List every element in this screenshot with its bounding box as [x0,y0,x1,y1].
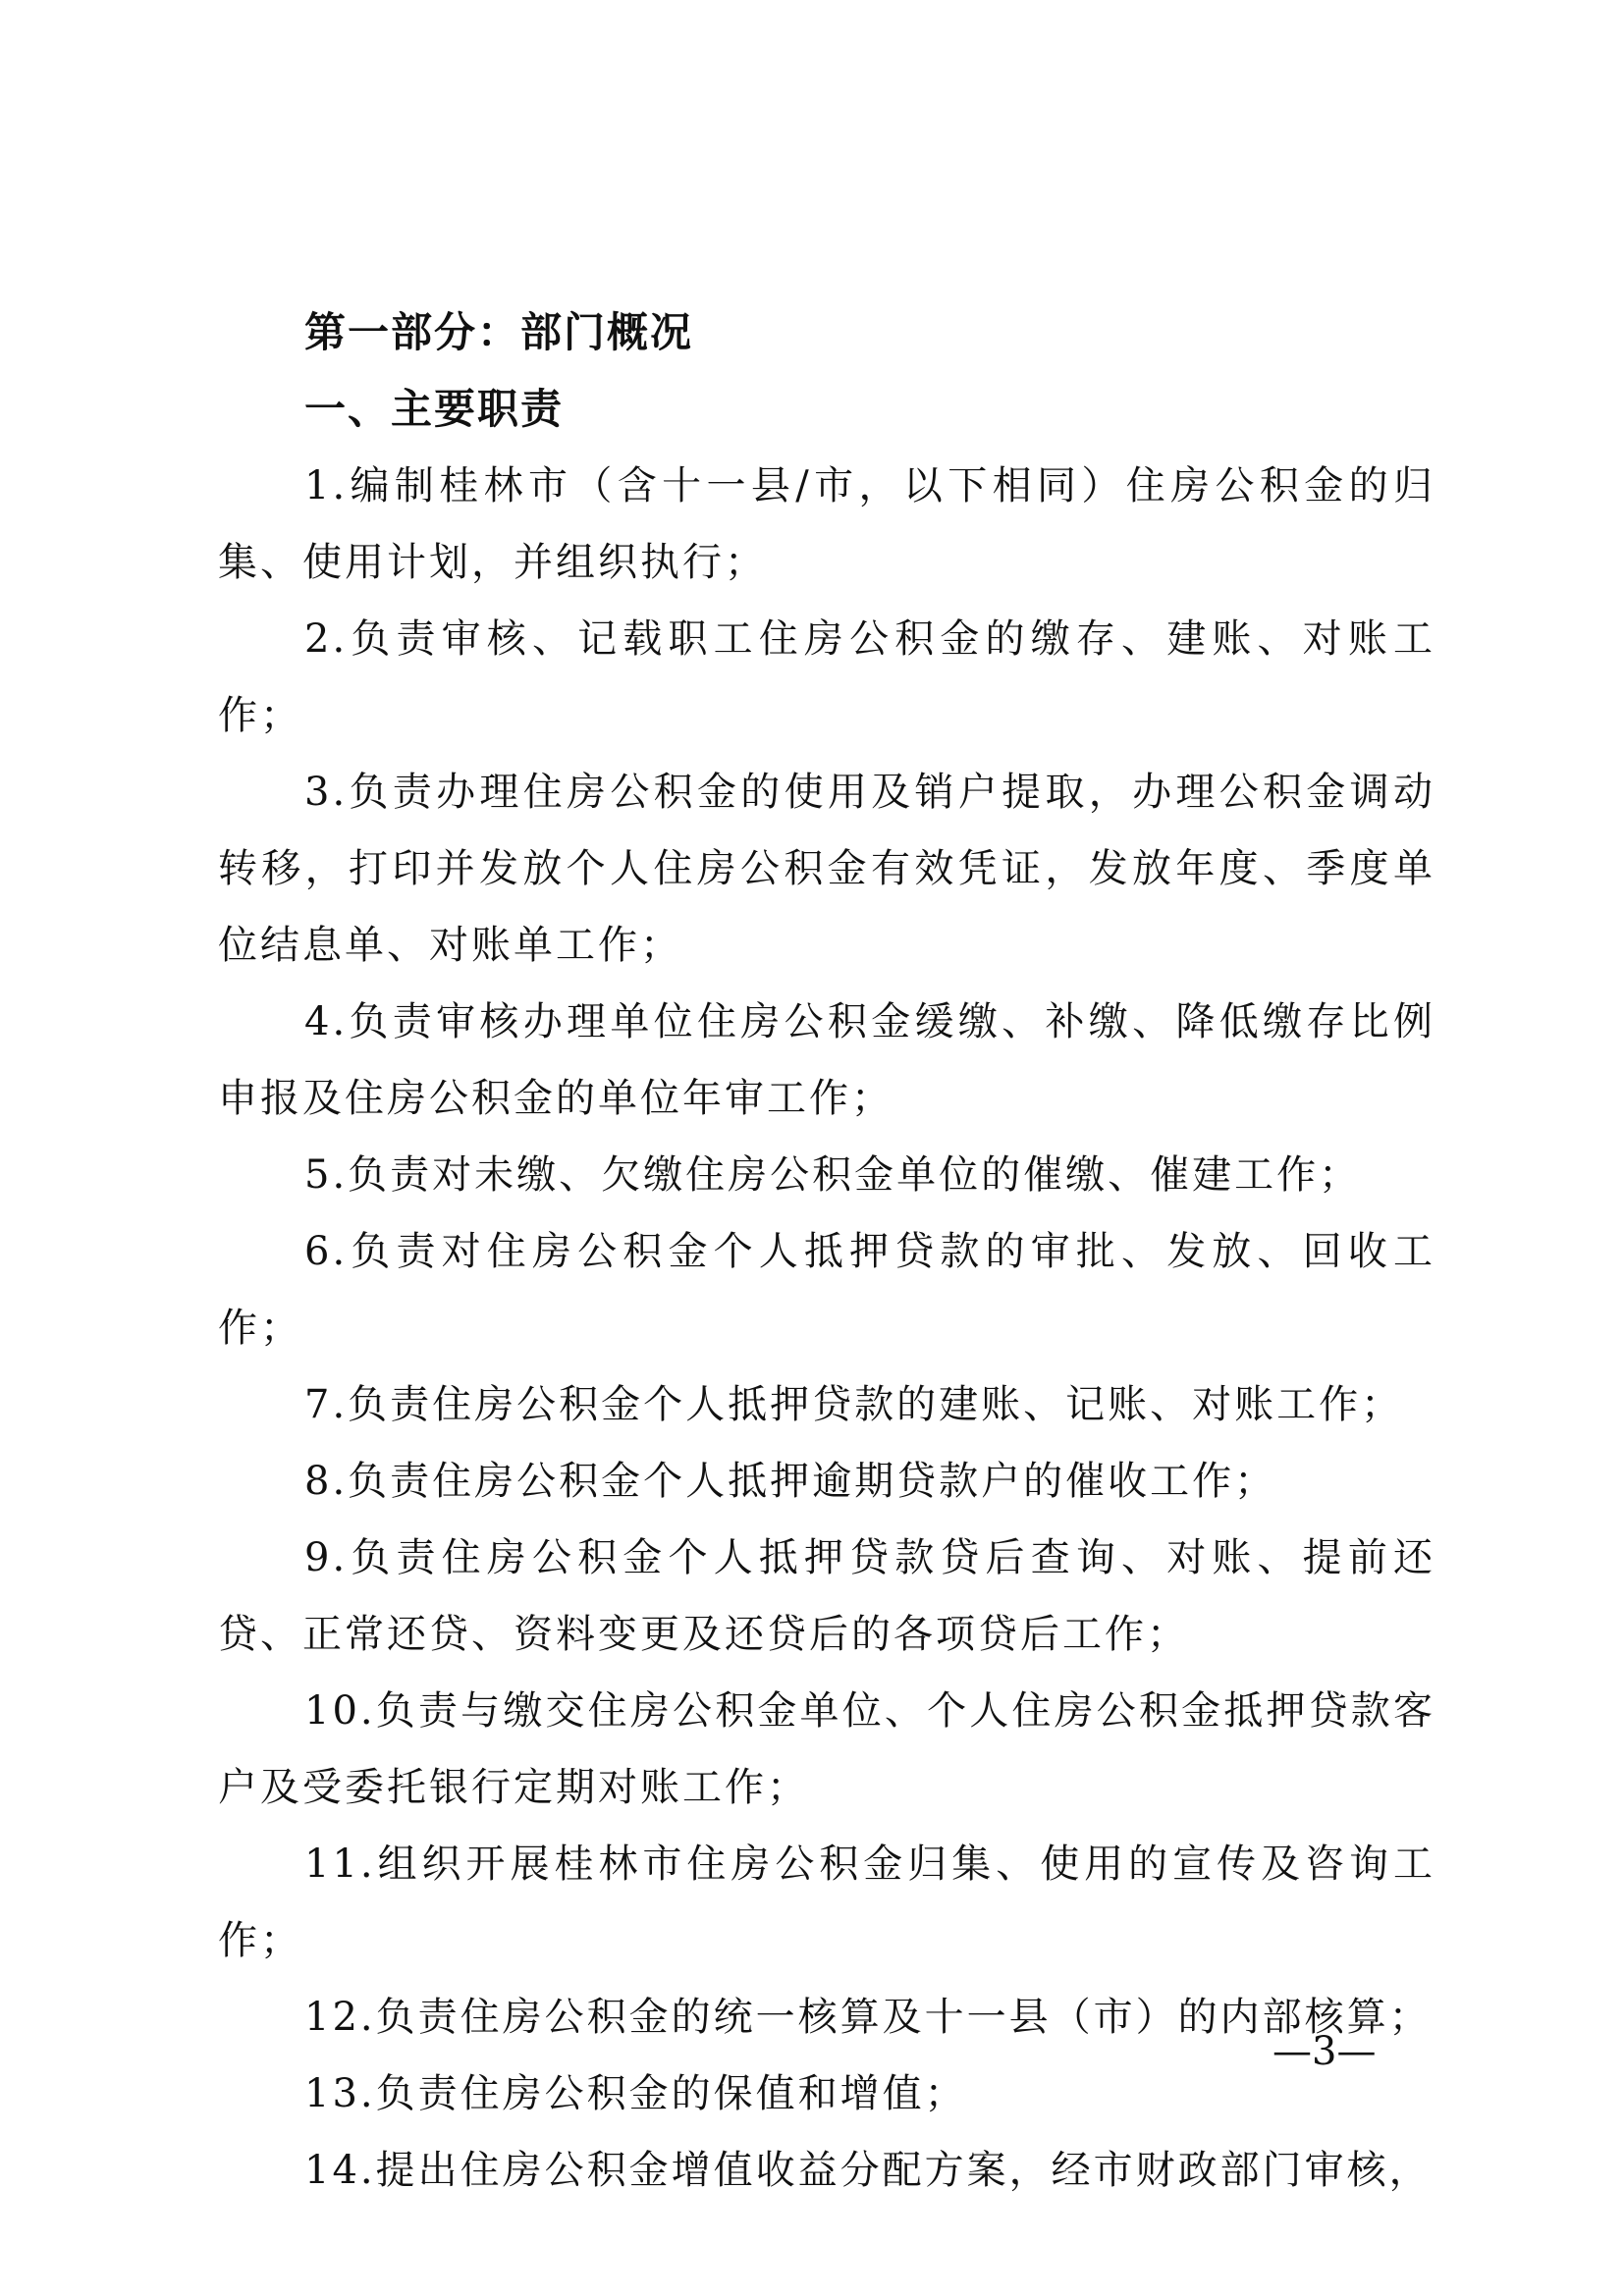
duty-item-2: 2.负责审核、记载职工住房公积金的缴存、建账、对账工作； [218,616,1435,738]
duty-item-4: 4.负责审核办理单位住房公积金缓缴、补缴、降低缴存比例申报及住房公积金的单位年审工作； [218,999,1435,1121]
duty-item-3: 3.负责办理住房公积金的使用及销户提取，办理公积金调动转移，打印并发放个人住房公积金有效凭证，发放年度、季度单位结息单、对账单工作； [218,770,1435,968]
subsection-title: 一、主要职责 [304,385,565,433]
duty-item-11: 11.组织开展桂林市住房公积金归集、使用的宣传及咨询工作； [218,1842,1435,1963]
section-title: 第一部分：部门概况 [304,308,694,356]
duty-item-1: 1.编制桂林市（含十一县/市，以下相同）住房公积金的归集、使用计划，并组织执行； [218,463,1435,585]
duty-item-5: 5.负责对未缴、欠缴住房公积金单位的催缴、催建工作； [304,1152,1362,1198]
page-number: —3— [1272,2029,1377,2074]
duty-item-10: 10.负责与缴交住房公积金单位、个人住房公积金抵押贷款客户及受委托银行定期对账工作； [218,1688,1435,1810]
duty-item-12: 12.负责住房公积金的统一核算及十一县（市）的内部核算； [304,1995,1432,2040]
duty-item-7: 7.负责住房公积金个人抵押贷款的建账、记账、对账工作； [304,1382,1404,1427]
duty-item-8: 8.负责住房公积金个人抵押逾期贷款户的催收工作； [304,1459,1277,1504]
page-content [218,294,1435,2209]
duty-item-13: 13.负责住房公积金的保值和增值； [304,2071,967,2116]
duty-item-9: 9.负责住房公积金个人抵押贷款贷后查询、对账、提前还贷、正常还贷、资料变更及还贷后的各项贷后工作； [218,1535,1435,1657]
duty-item-6: 6.负责对住房公积金个人抵押贷款的审批、发放、回收工作； [218,1229,1435,1351]
duty-item-14: 14.提出住房公积金增值收益分配方案，经市财政部门审核， [304,2148,1432,2193]
